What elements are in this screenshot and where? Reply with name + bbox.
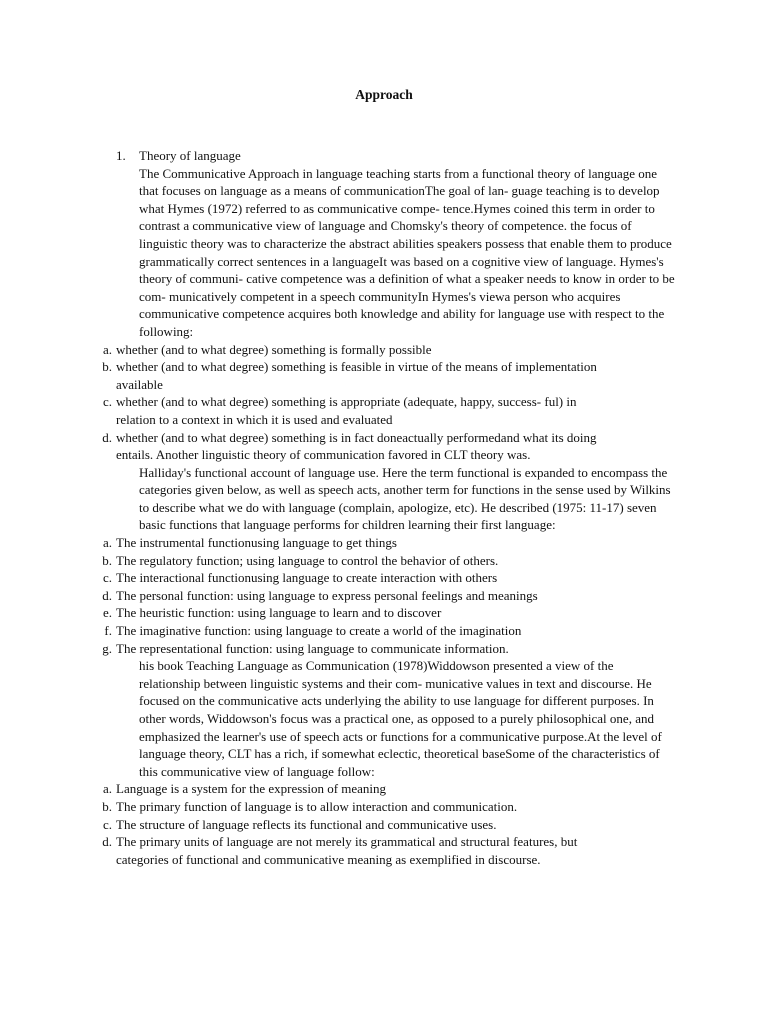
list-item <box>102 816 626 834</box>
list-item-text: The personal function: using language to express personal feelings and meanings <box>116 587 538 603</box>
list-item <box>102 780 626 798</box>
list-marker: c. <box>102 816 112 832</box>
section-number: 1. <box>116 148 126 163</box>
characteristics-list <box>102 780 626 868</box>
list-item <box>102 640 606 658</box>
list-item-text: Language is a system for the expression of meaning <box>116 781 387 797</box>
list-marker: f. <box>104 623 112 639</box>
list-item <box>102 569 606 587</box>
list-marker: e. <box>102 605 112 621</box>
widdowson-paragraph: his book Teaching Language as Communication (1978)Widdowson presented a view of the relationship between linguistic systems and their com- municative values in text and discourse. He focused on the communicative acts underlying the ability to use language for different purposes. In other words, Widdowson's focus was a practical one, as opposed to a purely philosophical one, and emphasized the learner's use of speech acts or functions for a communicative purpose.At the level of language theory, CLT has a rich, if somewhat eclectic, theoretical baseSome of the characteristics of this communicative view of language follow: <box>139 658 662 779</box>
list-item-text: The structure of language reflects its functional and communicative uses. <box>116 816 497 832</box>
list-item <box>102 833 626 868</box>
list-marker: d. <box>102 429 112 445</box>
list-item <box>102 393 606 428</box>
list-item-text: whether (and to what degree) something is appropriate (adequate, happy, success- ful) in relation to a context in which it is used and evaluated <box>116 394 577 427</box>
intro-paragraph: The Communicative Approach in language teaching starts from a functional theory of language one that focuses on language as a means of communicationThe goal of lan- guage teaching is to develop what Hymes (1972) referred to as communicative compe- tence.Hymes coined this term in order to contrast a communicative view of language and Chomsky's theory of competence. the focus of linguistic theory was to characterize the abstract abilities speakers possess that enable them to produce grammatically correct sentences in a languageIt was based on a cognitive view of language. Hymes's theory of communi- cative competence was a definition of what a speaker needs to know in order to be com- municatively competent in a speech communityIn Hymes's viewa person who acquires communicative competence acquires both knowledge and ability for language use with respect to the following: <box>139 165 675 339</box>
list-marker: d. <box>102 834 112 850</box>
list-item-text: The regulatory function; using language to control the behavior of others. <box>116 552 499 568</box>
list-marker: b. <box>102 552 112 568</box>
list-item <box>102 358 606 393</box>
list-item <box>102 798 626 816</box>
list-item-text: The representational function: using language to communicate information. <box>116 640 509 656</box>
list-item <box>102 534 606 552</box>
list-marker: g. <box>102 640 112 656</box>
list-item-text: The primary function of language is to allow interaction and communication. <box>116 798 518 814</box>
list-marker: b. <box>102 359 112 375</box>
list-item-text: The heuristic function: using language to learn and to discover <box>116 605 442 621</box>
list-item <box>102 587 606 605</box>
hymes-competence-list <box>102 341 606 464</box>
list-item-text: whether (and to what degree) something is feasible in virtue of the means of implementation available <box>116 359 597 392</box>
list-marker: d. <box>102 587 112 603</box>
list-item-text: The interactional functionusing language to create interaction with others <box>116 570 498 586</box>
list-item-text: The primary units of language are not merely its grammatical and structural features, but categories of functional and communicative meaning as exemplified in discourse. <box>116 834 578 867</box>
list-marker: c. <box>102 394 112 410</box>
list-marker: a. <box>102 341 112 357</box>
halliday-functions-list <box>102 534 606 657</box>
list-item <box>102 552 606 570</box>
list-item-text: whether (and to what degree) something is in fact doneactually performedand what its doing entails. Another linguistic theory of communication favored in CLT theory was. <box>116 429 597 463</box>
list-item <box>104 622 606 640</box>
list-item-text: The instrumental functionusing language to get things <box>116 535 397 551</box>
section-theory-of-language <box>102 147 676 868</box>
halliday-paragraph: Halliday's functional account of language use. Here the term functional is expanded to encompass the categories given below, as well as speech acts, another term for functions in the sense used by Wilkins to describe what we do with language (complain, apologize, etc). He described (1975: 11-17) seven basic functions that language performs for children learning their first language: <box>139 464 671 533</box>
section-heading: Theory of language <box>139 148 241 163</box>
list-marker: b. <box>102 798 112 814</box>
list-marker: c. <box>102 570 112 586</box>
list-item-text: whether (and to what degree) something is formally possible <box>116 341 432 357</box>
list-marker: a. <box>102 535 112 551</box>
list-item-text: The imaginative function: using language to create a world of the imagination <box>116 623 522 639</box>
page-title: Approach <box>355 87 413 102</box>
list-item <box>102 341 606 359</box>
list-item <box>102 429 606 464</box>
list-item <box>102 604 606 622</box>
list-marker: a. <box>102 781 112 797</box>
